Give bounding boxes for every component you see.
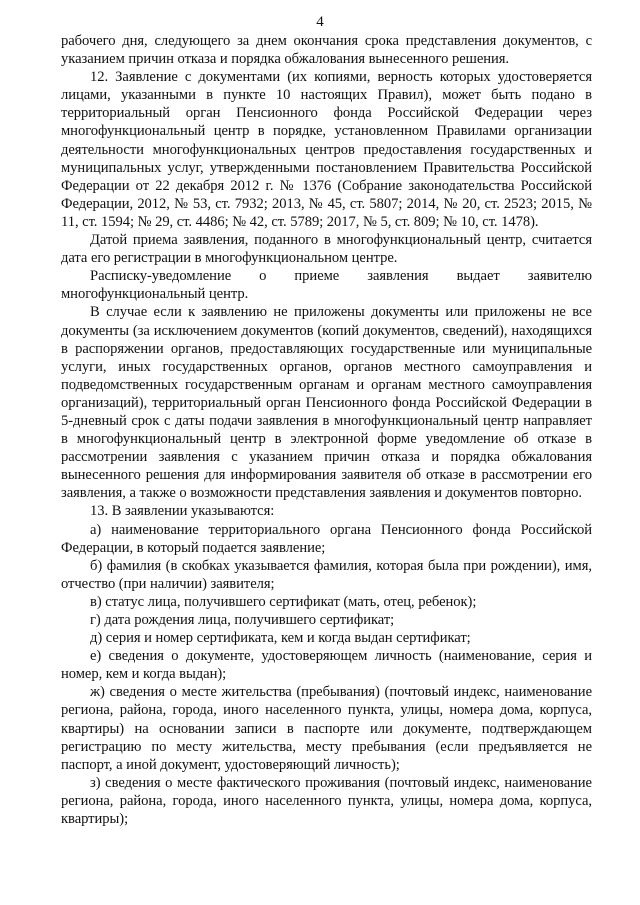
list-item-z: з) сведения о месте фактического проживания (почтовый индекс, наименование региона, района, города, иного населенного пункта, улицы, номера дома, корпуса, квартиры); bbox=[61, 774, 592, 828]
list-item-e: е) сведения о документе, удостоверяющем личность (наименование, серия и номер, кем и когда выдан); bbox=[61, 648, 592, 683]
list-item-b: б) фамилия (в скобках указывается фамилия, которая была при рождении), имя, отчество (при наличии) заявителя; bbox=[61, 557, 592, 592]
paragraph-refusal: В случае если к заявлению не приложены документы или приложены не все документы (за исключением документов (копий документов, сведений), находящихся в распоряжении органов, предоставляющих государственные или муниципальные услуги, иных государственных органов, органов местного самоуправления и подведомственных государственным органам и органам местного самоуправления организаций), территориальный орган Пенсионного фонда Российской Федерации в 5-дневный срок с даты подачи заявления в многофункциональный центр направляет в многофункциональный центр в электронной форме уведомление об отказе в рассмотрении заявления с указанием причин отказа и порядка обжалования вынесенного решения для информирования заявителя об отказе в рассмотрении его заявления, а также о возможности представления заявления и документов повторно. bbox=[61, 304, 592, 502]
paragraph-reception-date: Датой приема заявления, поданного в многофункциональный центр, считается дата его регистрации в многофункциональном центре. bbox=[61, 232, 592, 267]
paragraph-continuation: рабочего дня, следующего за днем окончания срока представления документов, с указанием причин отказа и порядка обжалования вынесенного решения. bbox=[61, 33, 592, 68]
list-item-a: а) наименование территориального органа Пенсионного фонда Российской Федерации, в который подается заявление; bbox=[61, 521, 592, 556]
page-number: 4 bbox=[316, 14, 324, 30]
list-item-v: в) статус лица, получившего сертификат (мать, отец, ребенок); bbox=[90, 593, 477, 610]
list-item-d: д) серия и номер сертификата, кем и когда выдан сертификат; bbox=[90, 630, 471, 647]
paragraph-item-12: 12. Заявление с документами (их копиями, верность которых удостоверяется лицами, указанными в пункте 10 настоящих Правил), может быть подано в территориальный орган Пенсионного фонда Российской Федерации через многофункциональный центр в порядке, установленном Правилами организации деятельности многофункциональных центров предоставления государственных и муниципальных услуг, утвержденными постановлением Правительства Российской Федерации от 22 декабря 2012 г. № 1376 (Собрание законодательства Российской Федерации, 2012, № 53, ст. 7932; 2013, № 45, ст. 5807; 2014, № 20, ст. 2523; 2015, № 11, ст. 1594; № 29, ст. 4486; № 42, ст. 5789; 2017, № 5, ст. 809; № 10, ст. 1478). bbox=[61, 69, 592, 230]
document-body bbox=[61, 32, 592, 828]
list-item-g: г) дата рождения лица, получившего сертификат; bbox=[90, 612, 395, 628]
list-item-zh: ж) сведения о месте жительства (пребывания) (почтовый индекс, наименование региона, района, города, иного населенного пункта, улицы, номера дома, корпуса, квартиры) на основании записи в паспорте или документе, подтверждающем регистрацию по месту жительства, месту пребывания (если предъявляется не паспорт, а иной документ, удостоверяющий личность); bbox=[61, 684, 592, 773]
paragraph-item-13: 13. В заявлении указываются: bbox=[90, 503, 275, 520]
paragraph-receipt-notice: Расписку-уведомление о приеме заявления выдает заявителю многофункциональный центр. bbox=[61, 268, 592, 303]
